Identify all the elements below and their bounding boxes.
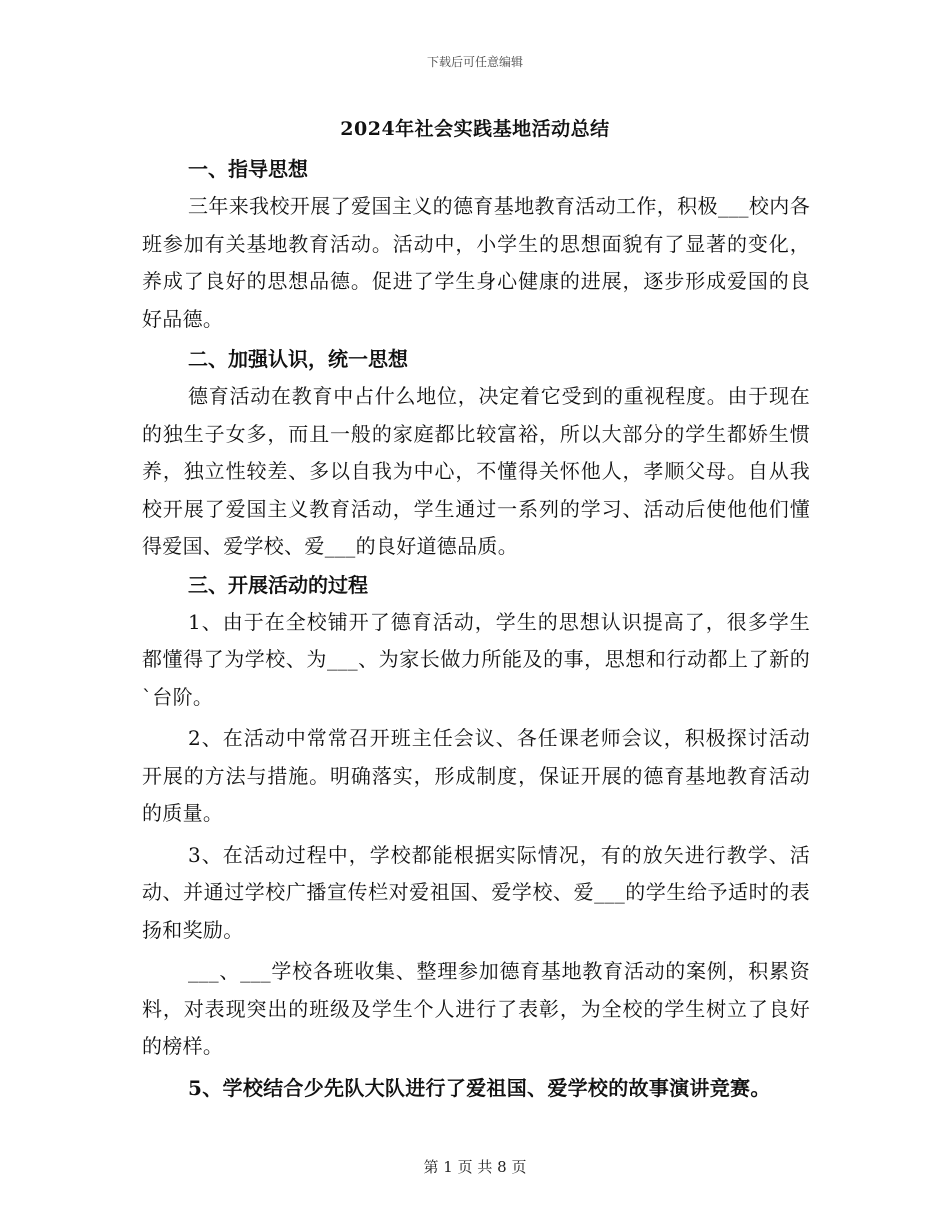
paragraph-strengthen-understanding: 德育活动在教育中占什么地位，决定着它受到的重视程度。由于现在的独生子女多，而且一般的家庭都比较富裕，所以大部分的学生都娇生惯养，独立性较差、多以自我为中心，不懂得关怀他人，孝顺父母。自从我校开展了爱国主义教育活动，学生通过一系列的学习、活动后使他他们懂得爱国、爱学校、爱___的良好道德品质。 <box>142 384 810 558</box>
section-heading-strengthen-understanding: 二、加强认识，统一思想 <box>188 347 408 371</box>
header-note: 下载后可任意编辑 <box>426 55 523 69</box>
paragraph-process-item-5: 5、学校结合少先队大队进行了爱祖国、爱学校的故事演讲竞赛。 <box>188 1075 771 1100</box>
paragraph-process-item-1: 1、由于在全校铺开了德育活动，学生的思想认识提高了，很多学生都懂得了为学校、为___、为家长做力所能及的事，思想和行动都上了新的`台阶。 <box>142 609 810 709</box>
document-title: 2024年社会实践基地活动总结 <box>340 118 610 140</box>
paragraph-process-item-4: ___、___学校各班收集、整理参加德育基地教育活动的案例，积累资料，对表现突出的班级及学生个人进行了表彰，为全校的学生树立了良好的榜样。 <box>142 959 810 1058</box>
section-heading-guiding-thought: 一、指导思想 <box>188 157 308 181</box>
document-body <box>142 150 810 1107</box>
section-heading-activity-process: 三、开展活动的过程 <box>188 572 368 597</box>
paragraph-process-item-3: 3、在活动过程中，学校都能根据实际情况，有的放矢进行教学、活动、并通过学校广播宣传栏对爱祖国、爱学校、爱___的学生给予适时的表扬和奖励。 <box>142 842 810 942</box>
paragraph-guiding-thought: 三年来我校开展了爱国主义的德育基地教育活动工作，积极___校内各班参加有关基地教育活动。活动中，小学生的思想面貌有了显著的变化，养成了良好的思想品德。促进了学生身心健康的进展，逐步形成爱国的良好品德。 <box>142 194 810 331</box>
page-number-footer: 第 1 页 共 8 页 <box>423 1158 527 1176</box>
paragraph-process-item-2: 2、在活动中常常召开班主任会议、各任课老师会议，积极探讨活动开展的方法与措施。明确落实，形成制度，保证开展的德育基地教育活动的质量。 <box>142 726 810 825</box>
